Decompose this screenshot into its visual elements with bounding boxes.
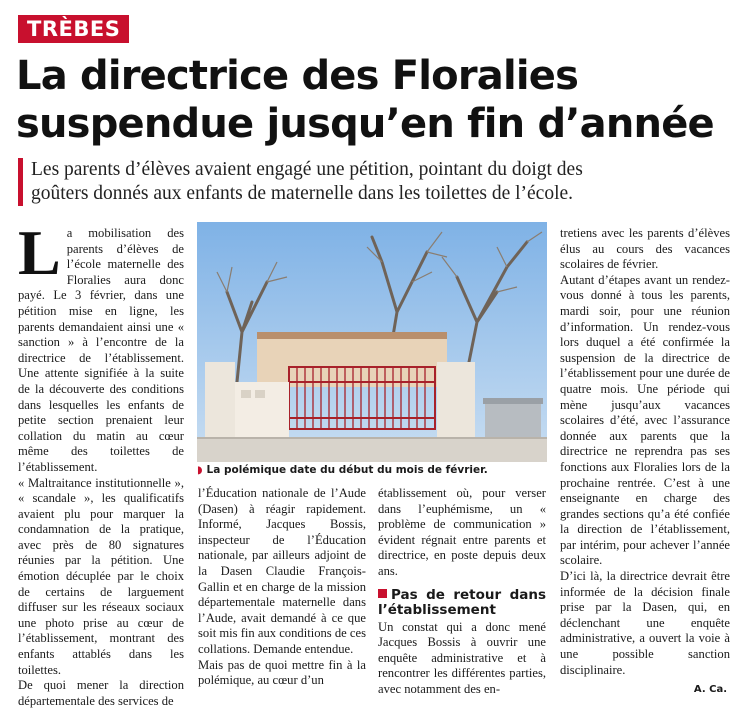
article-column-4 <box>560 226 730 678</box>
school-gate-photo <box>197 222 547 462</box>
paragraph-5-start: Un constat qui a donc mené Jacques Bossis à ouvrir une enquête administrative et à rencontrer les différentes parties, avec notamment des en- <box>378 619 546 696</box>
square-bullet-icon <box>378 589 387 598</box>
drop-cap: L <box>18 217 61 288</box>
article-column-3 <box>378 486 546 698</box>
paragraph-2: « Maltraitance institutionnelle », « scandale », les qualificatifs avaient plu pour marquer la condamnation de la pratique, avec près de 80 signatures réunies par la pétition. Une émotion décuplée par le choix de certains de larguement diffuser sur les réseaux sociaux une photo prise au cœur de l’établissement, montrant des enfants attablés dans les toilettes. <box>18 475 184 677</box>
kicker-label: TRÈBES <box>18 15 129 43</box>
paragraph-4-start: Mais pas de quoi mettre fin à la polémique, au cœur d’un <box>198 657 366 688</box>
article-column-1 <box>18 217 184 709</box>
standfirst-line-2: goûters donnés aux enfants de maternelle dans les toilettes de l’école. <box>31 183 574 204</box>
photo-caption <box>197 463 547 477</box>
paragraph-5-cont: tretiens avec les parents d’élèves élus au cours des vacances scolaires de février. <box>560 226 730 272</box>
article-standfirst <box>18 158 741 206</box>
standfirst-line-1: Les parents d’élèves avaient engagé une pétition, pointant du doigt des <box>31 159 583 180</box>
article-column-2 <box>198 486 366 689</box>
paragraph-7: D’ici là, la directrice devrait être informée de la décision finale prise par la Dasen, qui, en déclenchant une enquête administrative, a ouvert la voie à une possible sanction disciplinaire. <box>560 569 730 677</box>
headline-line-1: La directrice des Floralies <box>16 53 579 99</box>
paragraph-3-cont: l’Éducation nationale de l’Aude (Dasen) à réagir rapidement. Informé, Jacques Bossis, inspecteur de l’Éducation nationale, par ailleurs adjoint de la Dasen Claudie François-Gallin et en charge de la mission départementale maternelle dans l’Aude, avait demandé à ce que soit mis fin aux conditions de ces collations. Demande entendue. <box>198 486 366 656</box>
author-signature: A. Ca. <box>693 684 727 695</box>
paragraph-6: Autant d’étapes avant un rendez-vous donné à tous les parents, mardi soir, pour une réunion d’information. Un rendez-vous lors duquel a été confirmée la suspension de la directrice de l’établissement pour une durée de quatre mois. Une période qui mène jusqu’aux vacances scolaires d’été, avec l’assurance donnée aux parents que la directrice ne reprendra pas ses fonctions aux Floralies lors de la prochaine rentrée. C’est à une enseignante en charge des grandes sections qu’a été confiée la direction de l’établissement, par intérim, pour achever l’année scolaire. <box>560 272 730 568</box>
caption-text: La polémique date du début du mois de février. <box>206 464 488 476</box>
paragraph-3-start: De quoi mener la direction départementale des services de <box>18 678 184 708</box>
headline-line-2: suspendue jusqu’en fin d’année <box>16 101 714 147</box>
article-headline <box>16 52 736 148</box>
section-subhead: Pas de retour dans l’établissement <box>378 586 546 618</box>
caption-marker-icon: ◗ <box>197 464 203 476</box>
paragraph-1: a mobilisation des parents d’élèves de l’école maternelle des Floralies aura donc payé. Le 3 février, dans une pétition mise en ligne, les parents demandaient ainsi une « sanction » à l’encontre de la directrice de l’établissement. Une attente signifiée à la suite de la découverte des conditions dans lesquelles les enfants de petite section prenaient leur collation du matin au cœur même des toilettes de l’établissement. <box>18 226 184 474</box>
photo-illustration <box>197 222 547 462</box>
paragraph-4-cont: établissement où, pour verser dans l’euphémisme, un « problème de communication » évident régnait entre parents et directrice, en poste depuis deux ans. <box>378 486 546 578</box>
